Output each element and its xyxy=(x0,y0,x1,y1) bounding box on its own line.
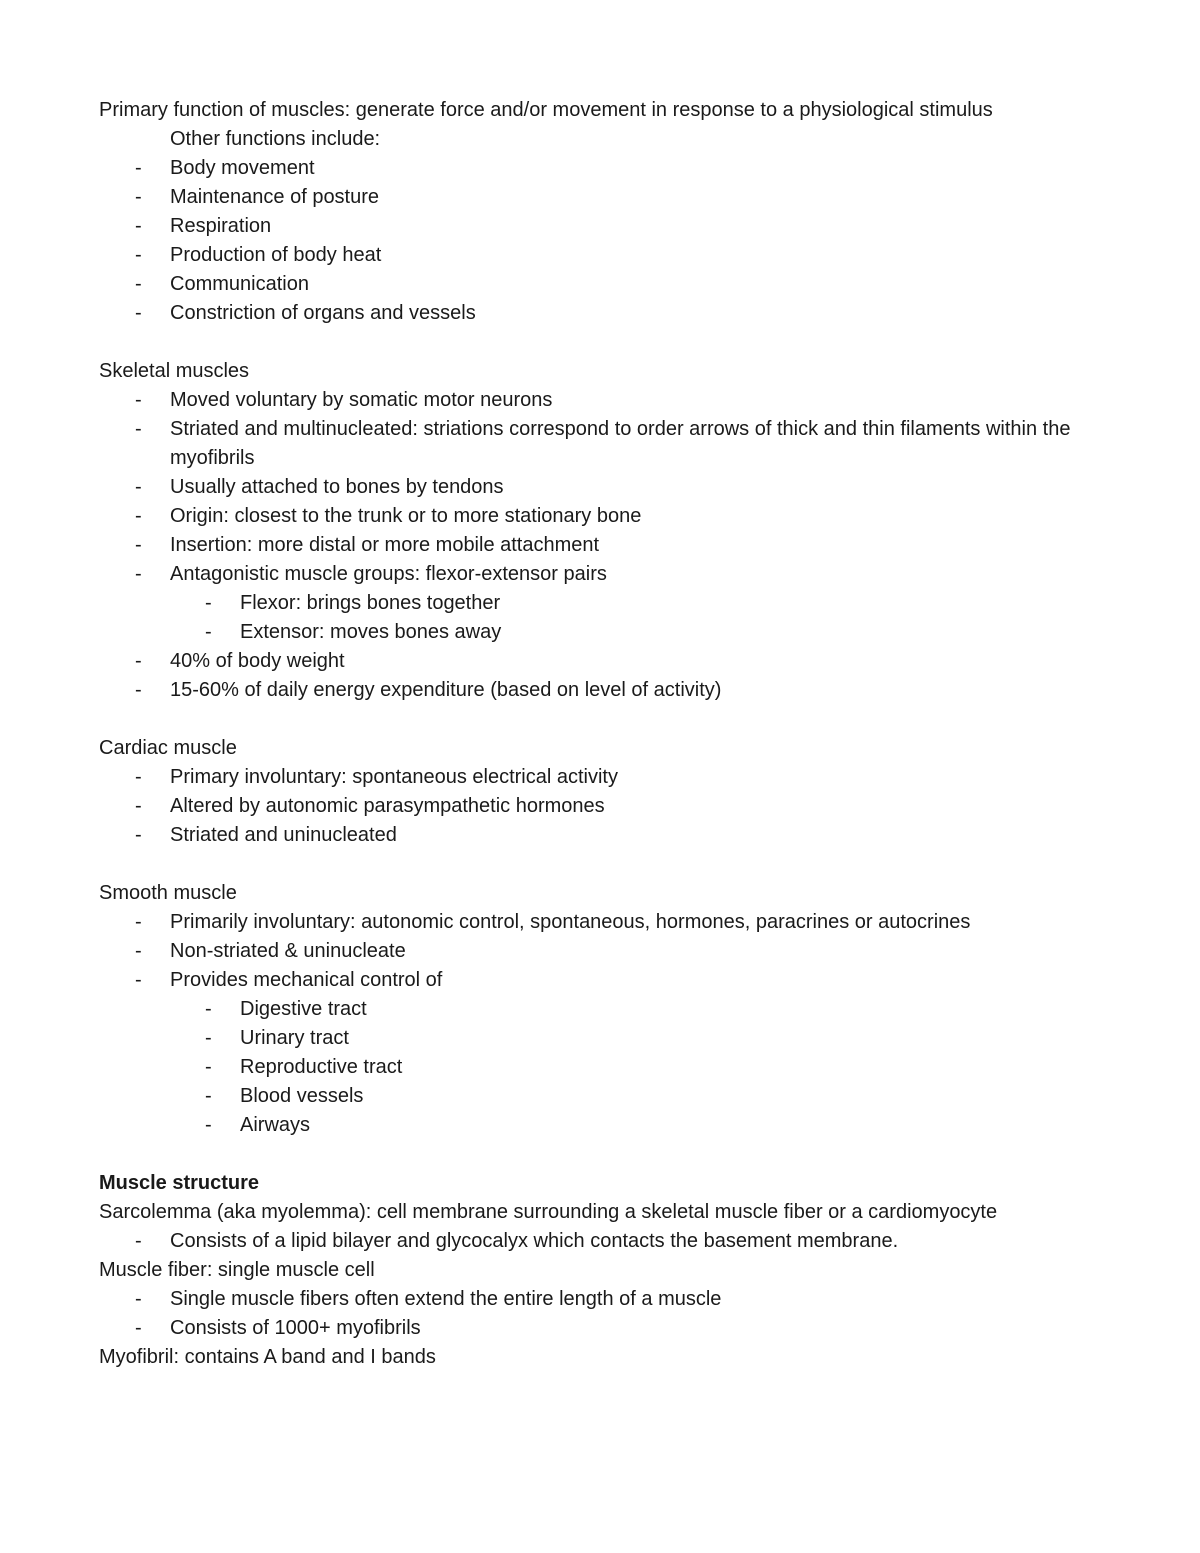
list-item: - 15-60% of daily energy expenditure (based on level of activity) xyxy=(99,676,1109,705)
muscle-fiber-text: Muscle fiber: single muscle cell xyxy=(99,1259,375,1281)
spacer xyxy=(99,850,1109,879)
list-item: - Striated and uninucleated xyxy=(99,821,1109,850)
list-item: - Airways xyxy=(99,1111,1109,1140)
muscle-fiber-list xyxy=(99,1285,1109,1343)
list-item: - Non-striated & uninucleate xyxy=(99,937,1109,966)
list-item: - Altered by autonomic parasympathetic hormones xyxy=(99,792,1109,821)
spacer xyxy=(99,328,1109,357)
list-item: - Antagonistic muscle groups: flexor-extensor pairs xyxy=(99,560,1109,589)
list-item: - Provides mechanical control of xyxy=(99,966,1109,995)
smooth-heading: Smooth muscle xyxy=(99,882,237,904)
list-item: - Maintenance of posture xyxy=(99,183,1109,212)
list-item: - Communication xyxy=(99,270,1109,299)
sarcolemma-text: Sarcolemma (aka myolemma): cell membrane surrounding a skeletal muscle fiber or a cardiomyocyte xyxy=(99,1201,998,1223)
list-item: - Urinary tract xyxy=(99,1024,1109,1053)
list-item: - Constriction of organs and vessels xyxy=(99,299,1109,328)
list-item: - Production of body heat xyxy=(99,241,1109,270)
skeletal-list-continued xyxy=(99,647,1109,705)
list-item: - Primary involuntary: spontaneous electrical activity xyxy=(99,763,1109,792)
smooth-sublist xyxy=(99,995,1109,1140)
skeletal-heading: Skeletal muscles xyxy=(99,360,250,382)
cardiac-list xyxy=(99,763,1109,850)
list-item: - Digestive tract xyxy=(99,995,1109,1024)
list-item: - Primarily involuntary: autonomic control, spontaneous, hormones, paracrines or autocrines xyxy=(99,908,1109,937)
list-item: - Extensor: moves bones away xyxy=(99,618,1109,647)
list-item: - Consists of a lipid bilayer and glycocalyx which contacts the basement membrane. xyxy=(99,1227,1109,1256)
list-item: - Usually attached to bones by tendons xyxy=(99,473,1109,502)
myofibril-text: Myofibril: contains A band and I bands xyxy=(99,1346,436,1368)
list-item: - Flexor: brings bones together xyxy=(99,589,1109,618)
list-item: - Consists of 1000+ myofibrils xyxy=(99,1314,1109,1343)
list-item: - Striated and multinucleated: striations correspond to order arrows of thick and thin filaments within the myofibrils xyxy=(99,415,1109,473)
spacer xyxy=(99,705,1109,734)
list-item: - Reproductive tract xyxy=(99,1053,1109,1082)
skeletal-sublist xyxy=(99,589,1109,647)
list-item: - Origin: closest to the trunk or to more stationary bone xyxy=(99,502,1109,531)
smooth-list xyxy=(99,908,1109,995)
document-page xyxy=(99,96,1109,1372)
list-item: - Single muscle fibers often extend the entire length of a muscle xyxy=(99,1285,1109,1314)
primary-function-text: Primary function of muscles: generate force and/or movement in response to a physiological stimulus xyxy=(99,99,993,121)
list-item: - Respiration xyxy=(99,212,1109,241)
list-item: - Insertion: more distal or more mobile attachment xyxy=(99,531,1109,560)
spacer xyxy=(99,1140,1109,1169)
list-item: - Body movement xyxy=(99,154,1109,183)
sarcolemma-list xyxy=(99,1227,1109,1256)
list-item: - Moved voluntary by somatic motor neurons xyxy=(99,386,1109,415)
skeletal-list xyxy=(99,386,1109,589)
cardiac-heading: Cardiac muscle xyxy=(99,737,237,759)
list-item: - 40% of body weight xyxy=(99,647,1109,676)
other-functions-label: Other functions include: xyxy=(170,128,381,150)
muscle-structure-heading: Muscle structure xyxy=(99,1172,260,1194)
list-item: - Blood vessels xyxy=(99,1082,1109,1111)
other-functions-list xyxy=(99,154,1109,328)
